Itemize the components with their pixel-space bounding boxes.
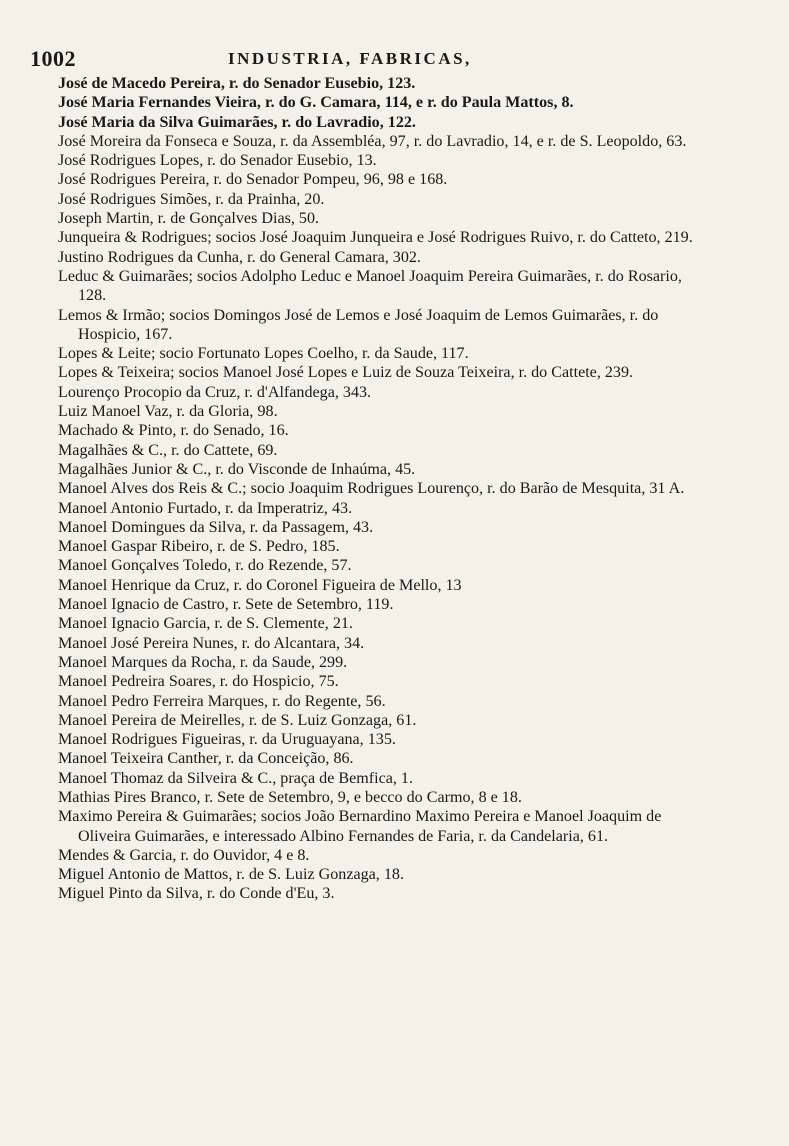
directory-entry: José Rodrigues Lopes, r. do Senador Eusebio, 13. [58, 152, 377, 170]
directory-entry: Machado & Pinto, r. do Senado, 16. [58, 422, 289, 440]
directory-entry: José Maria da Silva Guimarães, r. do Lavradio, 122. [58, 113, 416, 131]
directory-entry: José Moreira da Fonseca e Souza, r. da Assembléa, 97, r. do Lavradio, 14, e r. de S. Leopoldo, 63. [58, 132, 687, 150]
entry-list [58, 74, 708, 904]
directory-entry: Manoel Rodrigues Figueiras, r. da Uruguayana, 135. [58, 731, 396, 749]
directory-entry: Leduc & Guimarães; socios Adolpho Leduc e Manoel Joaquim Pereira Guimarães, r. do Rosario, 128. [58, 267, 682, 305]
directory-entry: José de Macedo Pereira, r. do Senador Eusebio, 123. [58, 75, 416, 92]
directory-entry: Manoel Domingues da Silva, r. da Passagem, 43. [58, 518, 374, 536]
directory-entry: Manoel Ignacio Garcia, r. de S. Clemente, 21. [58, 615, 353, 633]
directory-entry: Manoel Pereira de Meirelles, r. de S. Luiz Gonzaga, 61. [58, 711, 417, 729]
directory-entry: Luiz Manoel Vaz, r. da Gloria, 98. [58, 403, 278, 421]
directory-entry: Manoel Gonçalves Toledo, r. do Rezende, 57. [58, 557, 352, 575]
directory-entry: Manoel Marques da Rocha, r. da Saude, 299. [58, 653, 348, 671]
directory-entry: Lopes & Leite; socio Fortunato Lopes Coelho, r. da Saude, 117. [58, 345, 469, 363]
directory-entry: Maximo Pereira & Guimarães; socios João Bernardino Maximo Pereira e Manoel Joaquim de Oliveira Guimarães, e interessado Albino Fernandes de Faria, r. da Candelaria, 61. [58, 808, 662, 845]
directory-entry: Mathias Pires Branco, r. Sete de Setembro, 9, e becco do Carmo, 8 e 18. [58, 788, 522, 806]
directory-entry: José Maria Fernandes Vieira, r. do G. Camara, 114, e r. do Paula Mattos, 8. [58, 94, 574, 112]
directory-entry: Miguel Antonio de Mattos, r. de S. Luiz Gonzaga, 18. [58, 866, 404, 884]
page-number: 1002 [30, 46, 76, 71]
running-title: INDUSTRIA, FABRICAS, [228, 49, 472, 68]
directory-entry: José Rodrigues Simões, r. da Prainha, 20. [58, 190, 325, 208]
directory-entry: Magalhães & C., r. do Cattete, 69. [58, 441, 278, 459]
directory-entry: Lopes & Teixeira; socios Manoel José Lopes e Luiz de Souza Teixeira, r. do Cattete, 239. [58, 364, 634, 382]
directory-entry: Lourenço Procopio da Cruz, r. d'Alfandega, 343. [58, 383, 372, 401]
directory-entry: Justino Rodrigues da Cunha, r. do General Camara, 302. [58, 248, 421, 266]
directory-entry: Manoel Pedro Ferreira Marques, r. do Regente, 56. [58, 692, 386, 710]
directory-entry: Manoel Thomaz da Silveira & C., praça de Bemfica, 1. [58, 769, 413, 787]
directory-entry: Manoel Alves dos Reis & C.; socio Joaquim Rodrigues Lourenço, r. do Barão de Mesquita, 31 A. [58, 480, 685, 498]
directory-entry: Joseph Martin, r. de Gonçalves Dias, 50. [58, 210, 320, 228]
page-header [30, 46, 730, 72]
directory-entry: Manoel Henrique da Cruz, r. do Coronel Figueira de Mello, 13 [58, 576, 462, 594]
directory-entry: Manoel José Pereira Nunes, r. do Alcantara, 34. [58, 634, 365, 652]
directory-entry: Manoel Teixeira Canther, r. da Conceição, 86. [58, 750, 354, 768]
directory-entry: Manoel Gaspar Ribeiro, r. de S. Pedro, 185. [58, 538, 340, 556]
directory-entry: Manoel Antonio Furtado, r. da Imperatriz, 43. [58, 499, 353, 517]
directory-entry: Miguel Pinto da Silva, r. do Conde d'Eu, 3. [58, 885, 335, 903]
directory-entry: José Rodrigues Pereira, r. do Senador Pompeu, 96, 98 e 168. [58, 171, 448, 189]
directory-entry: Lemos & Irmão; socios Domingos José de Lemos e José Joaquim de Lemos Guimarães, r. do Hospicio, 167. [58, 306, 659, 343]
directory-entry: Manoel Ignacio de Castro, r. Sete de Setembro, 119. [58, 596, 394, 614]
directory-entry: Manoel Pedreira Soares, r. do Hospicio, 75. [58, 673, 339, 691]
directory-entry: Junqueira & Rodrigues; socios José Joaquim Junqueira e José Rodrigues Ruivo, r. do Catteto, 219. [58, 229, 693, 247]
directory-entry: Magalhães Junior & C., r. do Visconde de Inhaúma, 45. [58, 460, 416, 478]
directory-entry: Mendes & Garcia, r. do Ouvidor, 4 e 8. [58, 846, 310, 864]
